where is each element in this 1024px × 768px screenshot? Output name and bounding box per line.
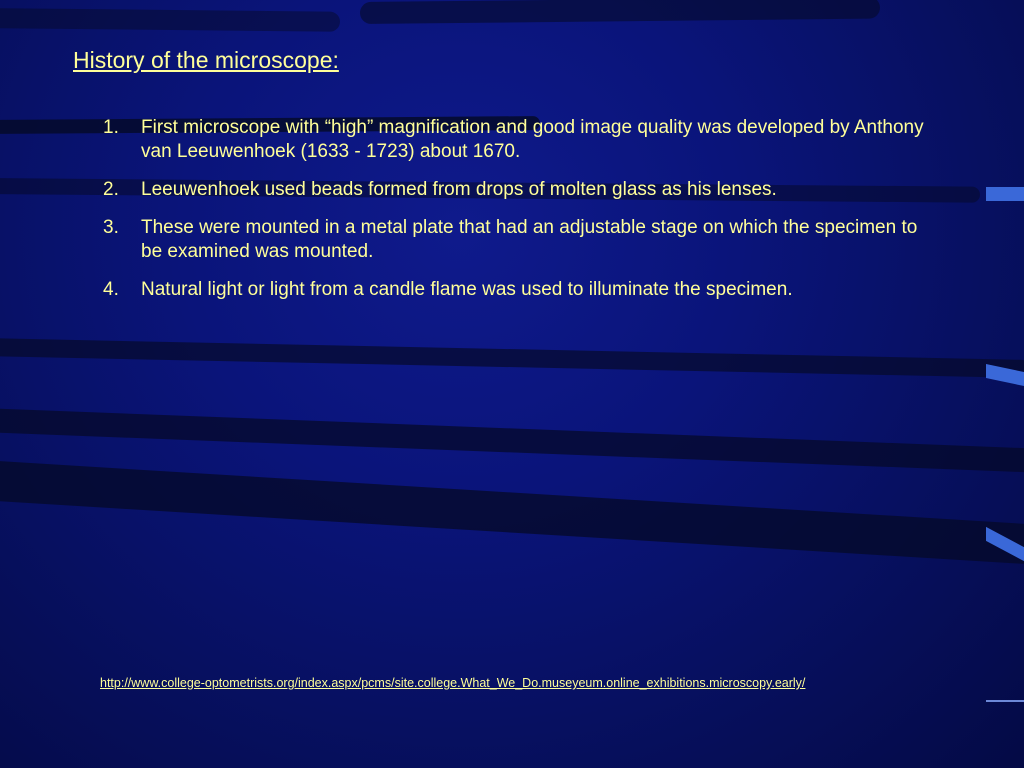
decorative-streak: [0, 460, 1024, 566]
list-item: [103, 278, 943, 302]
source-link[interactable]: http://www.college-optometrists.org/index.aspx/pcms/site.college.What_We_Do.museyeum.online_exhibitions.microscopy.early/: [100, 676, 806, 690]
list-text: These were mounted in a metal plate that had an adjustable stage on which the specimen to be examined was mounted.: [141, 217, 918, 262]
decorative-streak: [0, 408, 1024, 473]
list-number: 2.: [103, 179, 119, 200]
list-number: 1.: [103, 117, 119, 138]
list-number: 4.: [103, 279, 119, 300]
list-item: [103, 178, 943, 202]
decorative-streak: [0, 8, 340, 32]
decorative-streak: [0, 338, 1024, 378]
decorative-streak: [360, 0, 880, 24]
list-text: Leeuwenhoek used beads formed from drops of molten glass as his lenses.: [141, 179, 777, 200]
list-number: 3.: [103, 217, 119, 238]
slide-title: History of the microscope:: [73, 47, 339, 73]
list-text: First microscope with “high” magnification and good image quality was developed by Anthony van Leeuwenhoek (1633 - 1723) about 1670.: [141, 117, 924, 162]
list-item: [103, 116, 943, 164]
bullet-list: [103, 116, 943, 316]
accent-bar: [986, 700, 1024, 702]
list-item: [103, 216, 943, 264]
accent-bar: [986, 187, 1024, 201]
list-text: Natural light or light from a candle flame was used to illuminate the specimen.: [141, 279, 793, 300]
